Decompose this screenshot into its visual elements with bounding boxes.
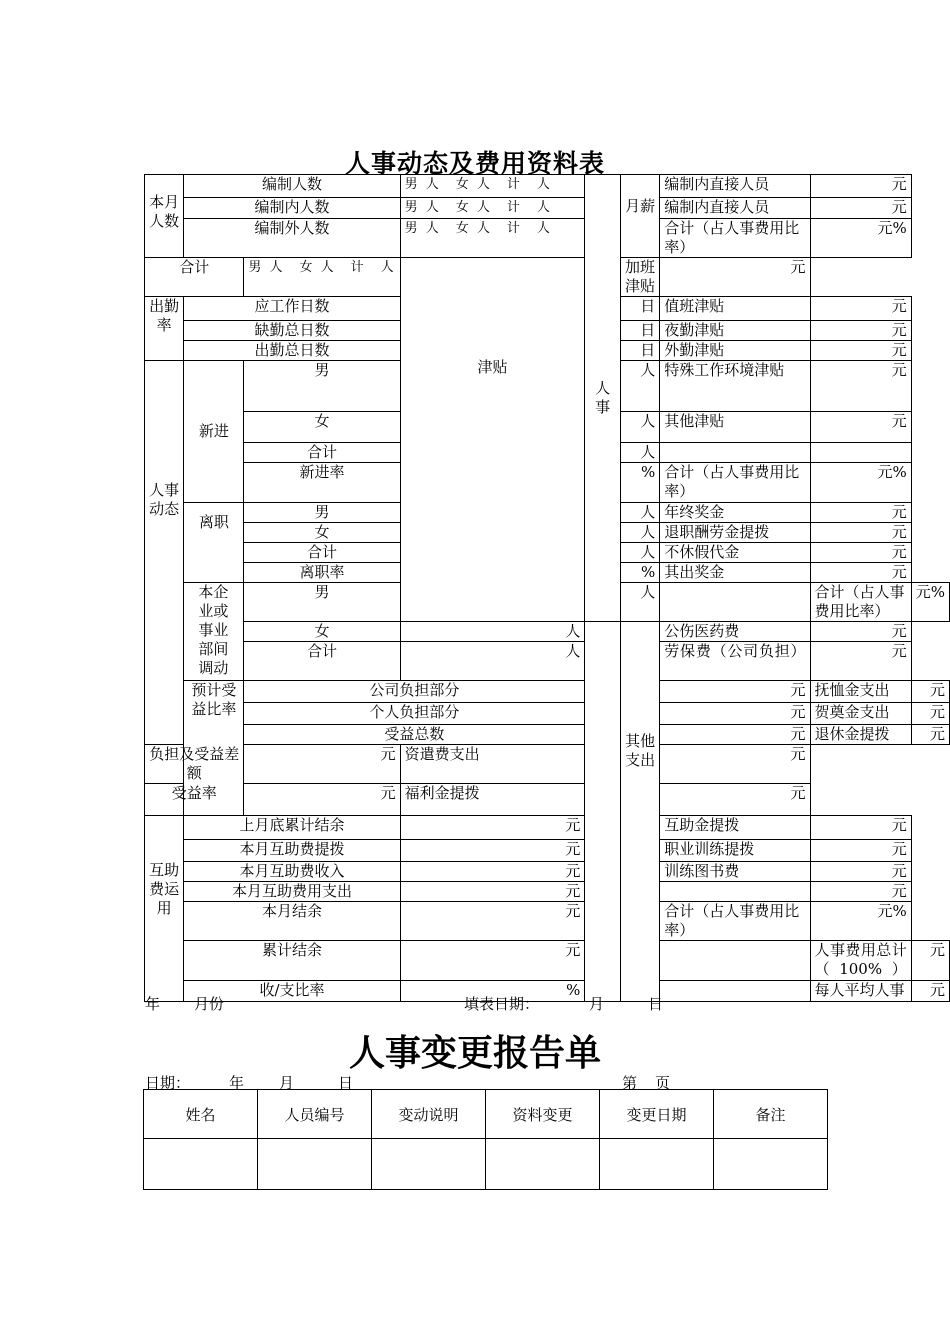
page-unit-label: 页 [655, 1074, 671, 1092]
amount-field[interactable]: 元 [244, 784, 400, 816]
amount-field[interactable]: 元 [400, 941, 585, 981]
amount-field[interactable]: 元 [810, 622, 911, 642]
days-field[interactable]: 日 [620, 341, 659, 361]
people-field[interactable]: 人 [620, 412, 659, 443]
change-report-table [143, 1089, 828, 1190]
benefit-row-label: 受益总数 [244, 725, 585, 745]
page-number-label: 第 [622, 1074, 638, 1092]
amount-field[interactable]: 元 [911, 981, 949, 1002]
amount-field[interactable]: 元 [660, 725, 810, 745]
amount-field[interactable]: 元 [810, 862, 911, 882]
amount-field[interactable]: 元 [660, 784, 810, 816]
empty-cell [660, 981, 810, 1002]
benefit-section-label: 预计受益比率 [184, 681, 244, 816]
middle-blank [585, 622, 621, 1002]
people-field[interactable]: 人 [620, 583, 659, 622]
transfer-label: 本企业或事业部间调动 [184, 583, 244, 681]
footer-year: 年 [145, 995, 161, 1013]
other-total-label: 合计（占人事费用比率） [660, 902, 810, 941]
people-field[interactable]: 人 [620, 503, 659, 523]
column-header-data-change: 资料变更 [486, 1090, 600, 1139]
change-date-cell[interactable] [600, 1139, 714, 1190]
bonus-total-label: 合计（占人事费用比率） [810, 583, 911, 622]
amount-field[interactable]: 元 [810, 642, 911, 681]
headcount-total-label: 合计 [145, 258, 244, 297]
amount-field[interactable]: 元 [810, 412, 911, 443]
benefit-row-label: 个人负担部分 [244, 703, 585, 725]
employee-id-cell[interactable] [258, 1139, 372, 1190]
amount-field[interactable]: 元 [400, 902, 585, 941]
allowance-section-label: 津贴 [400, 258, 585, 622]
amount-field[interactable]: 元 [400, 816, 585, 840]
salary-section-label: 月薪 [620, 175, 659, 258]
people-field[interactable]: 人 [400, 642, 585, 681]
per-capita-label: 每人平均人事 [810, 981, 911, 1002]
bonus-row-label: 退职酬劳金提拨 [660, 523, 810, 543]
amount-field[interactable]: 元 [400, 862, 585, 882]
new-hire-row-label: 合计 [244, 443, 400, 463]
salary-total-label: 合计（占人事费用比率） [660, 219, 810, 258]
people-field[interactable]: 人 [620, 361, 659, 412]
resignation-label: 离职 [184, 503, 244, 583]
dynamics-section-label: 人事动态 [145, 361, 184, 745]
change-date-month: 月 [279, 1074, 295, 1092]
allowance-row-label: 加班津贴 [620, 258, 659, 297]
amount-field[interactable]: 元 [810, 341, 911, 361]
percent-field[interactable]: % [400, 981, 585, 1002]
benefit-rate-label: 受益率 [145, 784, 244, 816]
footer-month: 月份 [194, 995, 225, 1013]
fill-date-label: 填表日期： [464, 995, 540, 1013]
change-date-day: 日 [338, 1074, 354, 1092]
amount-field[interactable]: 元 [810, 543, 911, 563]
other-row-label: 退休金提拨 [810, 725, 911, 745]
amount-field[interactable]: 元 [810, 175, 911, 198]
fill-date-day: 日 [648, 995, 664, 1013]
allowance-row-label: 夜勤津贴 [660, 321, 810, 341]
attendance-row-label: 缺勤总日数 [184, 321, 400, 341]
mutual-aid-row-label: 累计结余 [184, 941, 400, 981]
gender-count-field[interactable]: 男 人 女 人 计 人 [400, 175, 585, 198]
column-header-change-date: 变更日期 [600, 1090, 714, 1139]
amount-field[interactable]: 元 [660, 681, 810, 703]
allowance-total-label: 合计（占人事费用比率） [660, 463, 810, 503]
column-header-name: 姓名 [144, 1090, 258, 1139]
percent-amount-field[interactable]: 元% [911, 583, 949, 622]
amount-field[interactable]: 元 [810, 840, 911, 862]
days-field[interactable]: 日 [620, 321, 659, 341]
empty-cell [660, 443, 810, 463]
remarks-cell[interactable] [714, 1139, 828, 1190]
transfer-row-label: 合计 [244, 642, 400, 681]
transfer-row-label: 女 [244, 622, 400, 642]
headcount-section-label: 本月人数 [145, 175, 184, 258]
resignation-row-label: 男 [244, 503, 400, 523]
amount-field[interactable]: 元 [810, 198, 911, 219]
headcount-row-label: 编制内人数 [184, 198, 400, 219]
resignation-row-label: 女 [244, 523, 400, 543]
amount-field[interactable]: 元 [810, 503, 911, 523]
percent-amount-field[interactable]: 元% [810, 219, 911, 258]
name-cell[interactable] [144, 1139, 258, 1190]
report-title: 人事动态及费用资料表 [344, 149, 605, 178]
other-row-label: 互助金提拨 [660, 816, 810, 840]
amount-field[interactable]: 元 [400, 840, 585, 862]
column-header-change-description: 变动说明 [372, 1090, 486, 1139]
other-row-label: 公伤医药费 [660, 622, 810, 642]
attendance-row-label: 出勤总日数 [184, 341, 400, 361]
gender-count-field[interactable]: 男 人 女 人 计 人 [400, 219, 585, 258]
other-row-label: 劳保费（公司负担） [660, 642, 810, 681]
gender-count-field[interactable]: 男 人 女 人 计 人 [244, 258, 400, 297]
amount-field[interactable]: 元 [911, 941, 949, 981]
percent-field[interactable]: % [620, 463, 659, 503]
amount-field[interactable]: 元 [660, 703, 810, 725]
amount-field[interactable]: 元 [810, 563, 911, 583]
personnel-cost-table [144, 174, 950, 1002]
headcount-row-label: 编制外人数 [184, 219, 400, 258]
mutual-aid-row-label: 本月互助费用支出 [184, 882, 400, 902]
amount-field[interactable]: 元 [660, 745, 810, 784]
amount-field[interactable]: 元 [810, 882, 911, 902]
amount-field[interactable]: 元 [911, 681, 949, 703]
people-field[interactable]: 人 [620, 543, 659, 563]
mutual-aid-section-label: 互助费运用 [145, 816, 184, 1002]
amount-field[interactable]: 元 [810, 816, 911, 840]
mutual-aid-row-label: 本月互助费提拨 [184, 840, 400, 862]
personnel-side-label: 人事 [585, 175, 621, 622]
mutual-aid-row-label: 上月底累计结余 [184, 816, 400, 840]
new-hire-rate-label: 新进率 [244, 463, 400, 503]
days-field[interactable]: 日 [620, 297, 659, 321]
amount-field[interactable]: 元 [400, 882, 585, 902]
bonus-row-label: 不休假代金 [660, 543, 810, 563]
change-report-title: 人事变更报告单 [348, 1032, 601, 1074]
mutual-aid-row-label: 本月互助费收入 [184, 862, 400, 882]
data-change-cell[interactable] [486, 1139, 600, 1190]
benefit-row-label: 公司负担部分 [244, 681, 585, 703]
fill-date-month: 月 [589, 995, 605, 1013]
benefit-row-label: 负担及受益差额 [145, 745, 244, 784]
bonus-row-label: 年终奖金 [660, 503, 810, 523]
mutual-aid-row-label: 本月结余 [184, 902, 400, 941]
attendance-row-label: 应工作日数 [184, 297, 400, 321]
other-row-label: 训练图书费 [660, 862, 810, 882]
percent-amount-field[interactable]: 元% [810, 902, 911, 941]
empty-cell [660, 941, 810, 981]
headcount-row-label: 编制人数 [184, 175, 400, 198]
people-field[interactable]: 人 [400, 622, 585, 642]
other-row-label: 抚恤金支出 [810, 681, 911, 703]
change-description-cell[interactable] [372, 1139, 486, 1190]
allowance-row-label: 其他津贴 [660, 412, 810, 443]
salary-row-label: 编制内直接人员 [660, 198, 810, 219]
allowance-row-label: 特殊工作环境津贴 [660, 361, 810, 412]
income-expense-ratio-label: 收/支比率 [184, 981, 400, 1002]
amount-field[interactable]: 元 [911, 725, 949, 745]
allowance-row-label: 值班津贴 [660, 297, 810, 321]
amount-field[interactable]: 元 [660, 258, 810, 297]
other-expense-section-label: 其他支出 [620, 622, 659, 1002]
transfer-row-label: 男 [244, 583, 400, 622]
amount-field[interactable]: 元 [810, 297, 911, 321]
gender-count-field[interactable]: 男 人 女 人 计 人 [400, 198, 585, 219]
empty-cell [810, 443, 911, 463]
bonus-row-label: 其出奖金 [660, 563, 810, 583]
allowance-row-label: 外勤津贴 [660, 341, 810, 361]
bonus-section-blank [660, 583, 810, 622]
percent-amount-field[interactable]: 元% [810, 463, 911, 503]
new-hire-row-label: 女 [244, 412, 400, 443]
other-row-label: 贺奠金支出 [810, 703, 911, 725]
percent-field[interactable]: % [620, 563, 659, 583]
change-date-year: 年 [229, 1074, 245, 1092]
other-row-label: 职业训练提拨 [660, 840, 810, 862]
amount-field[interactable]: 元 [810, 321, 911, 341]
amount-field[interactable]: 元 [911, 703, 949, 725]
new-hire-label: 新进 [184, 361, 244, 503]
attendance-section-label: 出勤率 [145, 297, 184, 361]
empty-cell [660, 882, 810, 902]
new-hire-row-label: 男 [244, 361, 400, 412]
amount-field[interactable]: 元 [810, 523, 911, 543]
change-date-label: 日期： [145, 1074, 191, 1092]
salary-row-label: 编制内直接人员 [660, 175, 810, 198]
other-row-label: 福利金提拨 [400, 784, 585, 816]
people-field[interactable]: 人 [620, 443, 659, 463]
personnel-cost-total-label: 人事费用总计（100%） [810, 941, 911, 981]
resignation-row-label: 合计 [244, 543, 400, 563]
amount-field[interactable]: 元 [244, 745, 400, 784]
people-field[interactable]: 人 [620, 523, 659, 543]
column-header-employee-id: 人员编号 [258, 1090, 372, 1139]
amount-field[interactable]: 元 [810, 361, 911, 412]
other-row-label: 资遣费支出 [400, 745, 585, 784]
resignation-rate-label: 离职率 [244, 563, 400, 583]
column-header-remarks: 备注 [714, 1090, 828, 1139]
